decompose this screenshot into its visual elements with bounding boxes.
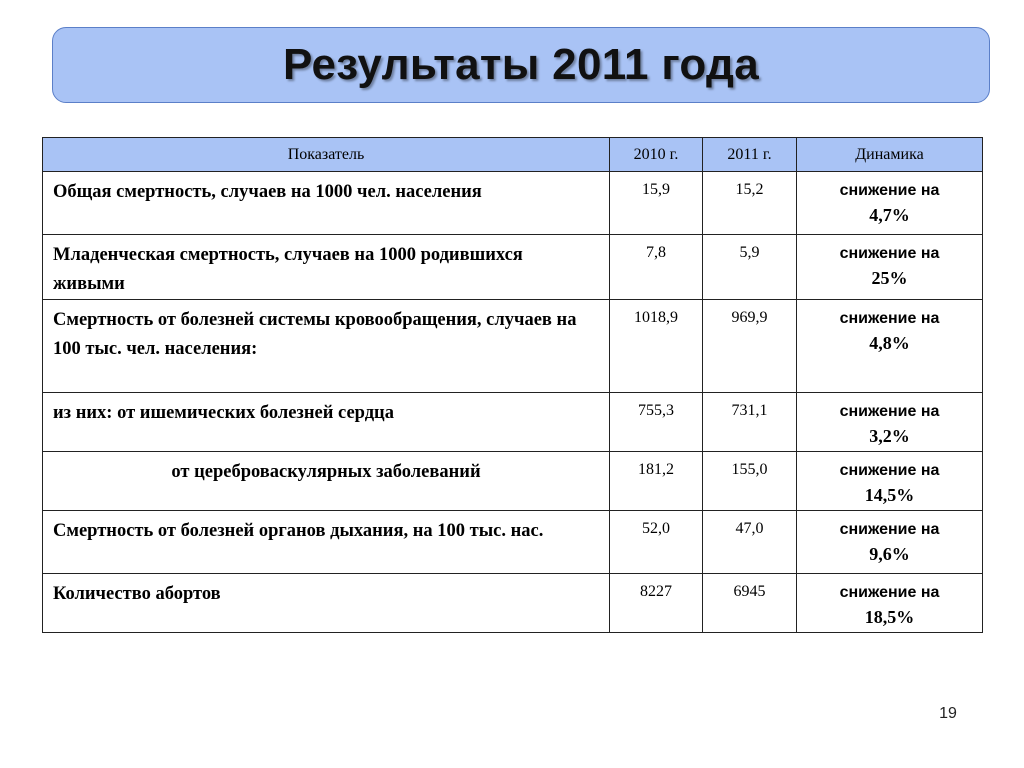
page-title: Результаты 2011 года	[282, 40, 759, 89]
dynamics-value: 25%	[871, 268, 908, 288]
dynamics-label: снижение на	[839, 403, 940, 420]
row-value-2011: 731,1	[703, 393, 797, 452]
row-value-2010: 181,2	[610, 452, 703, 511]
row-value-2010: 1018,9	[610, 300, 703, 393]
dynamics-value: 14,5%	[864, 485, 915, 505]
dynamics-label: снижение на	[839, 182, 940, 199]
dynamics-value: 4,7%	[869, 205, 910, 225]
dynamics-value: 4,8%	[869, 333, 910, 353]
table-row	[43, 574, 983, 633]
row-indicator: Младенческая смертность, случаев на 1000 родившихся живыми	[43, 235, 610, 300]
row-value-2010: 15,9	[610, 172, 703, 235]
row-indicator: из них: от ишемических болезней сердца	[43, 393, 610, 452]
dynamics-label: снижение на	[839, 245, 940, 262]
row-dynamics	[797, 235, 983, 300]
dynamics-label: снижение на	[839, 584, 940, 601]
dynamics-value: 3,2%	[869, 426, 910, 446]
title-banner	[52, 27, 990, 103]
row-value-2010: 52,0	[610, 511, 703, 574]
table-row	[43, 300, 983, 393]
header-2010: 2010 г.	[610, 138, 703, 172]
row-indicator: Количество абортов	[43, 574, 610, 633]
row-dynamics	[797, 511, 983, 574]
row-dynamics	[797, 172, 983, 235]
dynamics-label: снижение на	[839, 462, 940, 479]
table-header-row	[43, 138, 983, 172]
table-row	[43, 172, 983, 235]
row-value-2011: 6945	[703, 574, 797, 633]
dynamics-value: 9,6%	[869, 544, 910, 564]
slide-number: 19	[939, 705, 957, 722]
row-value-2010: 7,8	[610, 235, 703, 300]
row-indicator: Смертность от болезней органов дыхания, на 100 тыс. нас.	[43, 511, 610, 574]
dynamics-value: 18,5%	[864, 607, 915, 627]
row-value-2011: 47,0	[703, 511, 797, 574]
dynamics-label: снижение на	[839, 521, 940, 538]
row-dynamics	[797, 574, 983, 633]
row-dynamics	[797, 452, 983, 511]
header-2011: 2011 г.	[703, 138, 797, 172]
row-value-2011: 15,2	[703, 172, 797, 235]
row-value-2011: 5,9	[703, 235, 797, 300]
row-value-2010: 755,3	[610, 393, 703, 452]
row-dynamics	[797, 300, 983, 393]
row-value-2011: 155,0	[703, 452, 797, 511]
table-row	[43, 235, 983, 300]
dynamics-label: снижение на	[839, 310, 940, 327]
results-table	[42, 137, 983, 633]
row-indicator: Смертность от болезней системы кровообращения, случаев на 100 тыс. чел. населения:	[43, 300, 610, 393]
row-indicator: от цереброваскулярных заболеваний	[43, 452, 610, 511]
row-value-2011: 969,9	[703, 300, 797, 393]
header-dynamics: Динамика	[797, 138, 983, 172]
table-row	[43, 452, 983, 511]
row-value-2010: 8227	[610, 574, 703, 633]
table-row	[43, 511, 983, 574]
row-dynamics	[797, 393, 983, 452]
table-row	[43, 393, 983, 452]
header-indicator: Показатель	[43, 138, 610, 172]
row-indicator: Общая смертность, случаев на 1000 чел. населения	[43, 172, 610, 235]
